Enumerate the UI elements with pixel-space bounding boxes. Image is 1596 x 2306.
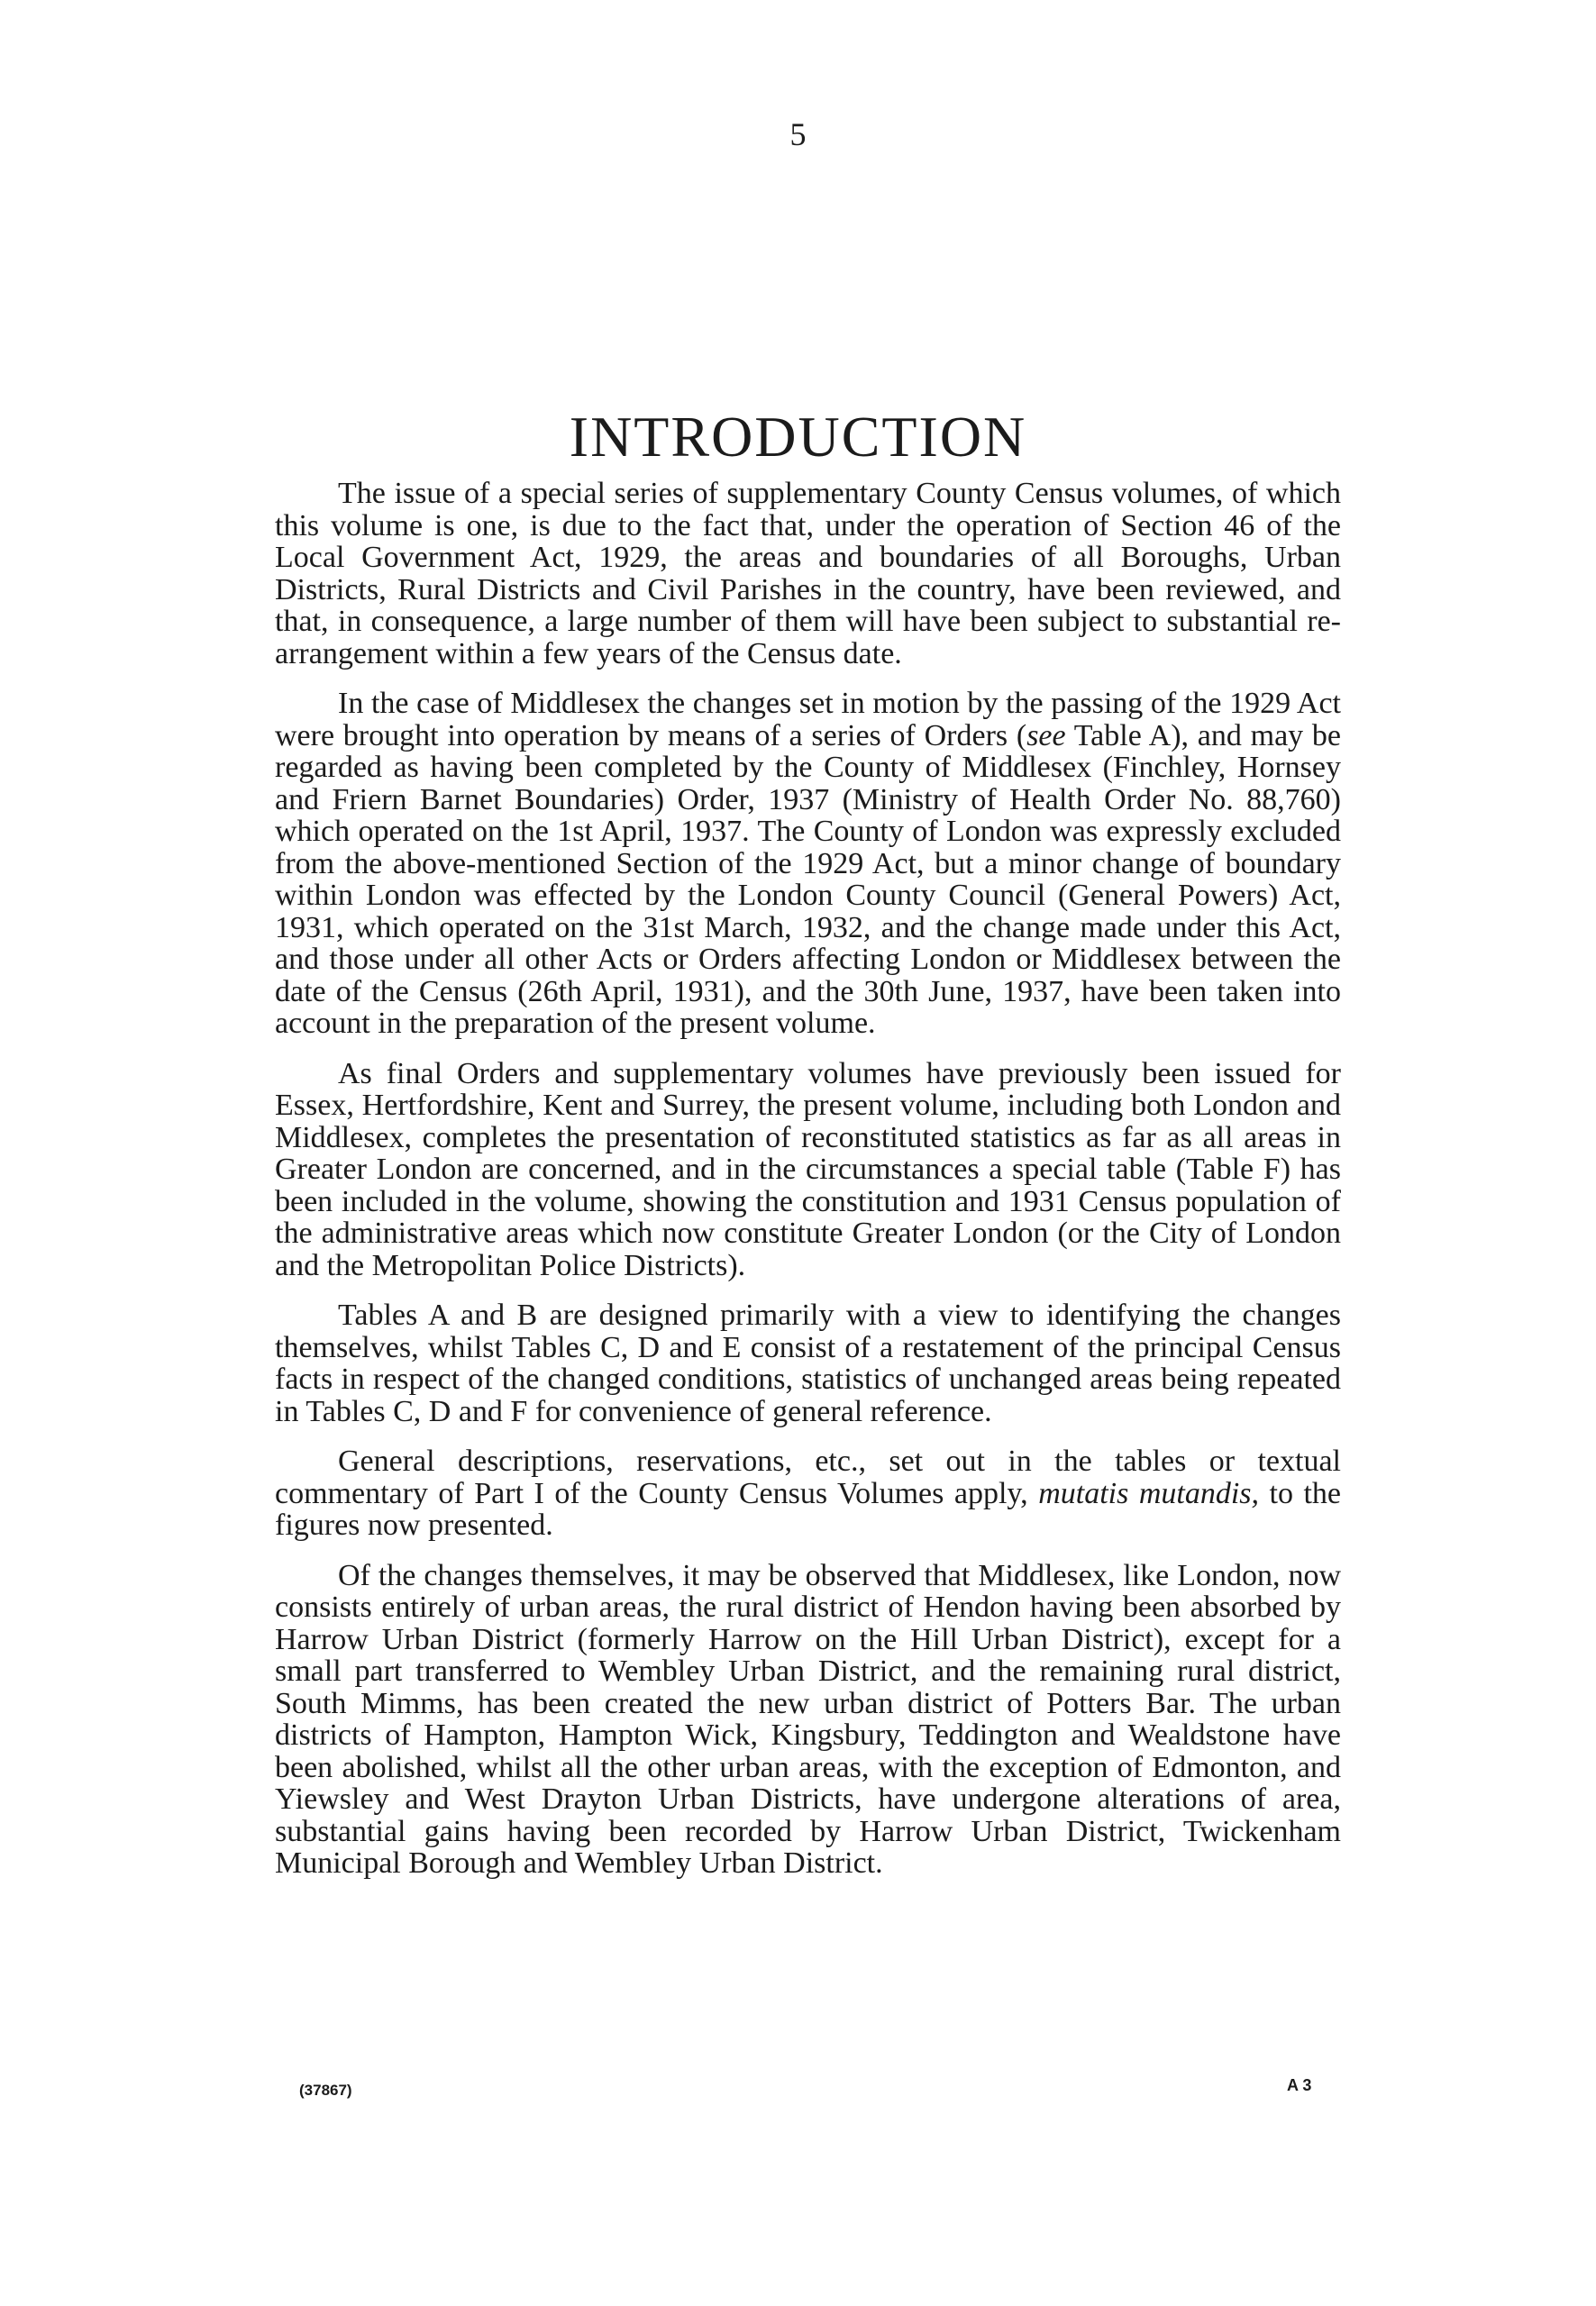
- paragraph-4: Tables A and B are designed primarily with a view to identifying the changes themselves, whilst Tables C, D and E consist of a restatement of the principal Census facts in respect of the changed conditions, statistics of unchanged areas being repeated in Tables C, D and F for convenience of general reference.: [275, 1299, 1341, 1428]
- paragraph-5-text-a: General descriptions, reservations, etc., set out in the tables or textual commentary of Part I of the County Census Volumes apply,: [275, 1445, 1341, 1510]
- paragraph-2: [275, 688, 1341, 1040]
- paragraph-5: [275, 1445, 1341, 1542]
- print-code: (37867): [299, 2082, 352, 2099]
- paragraph-5-italic: mutatis mutandis,: [1038, 1476, 1259, 1510]
- paragraph-1: The issue of a special series of supplementary County Census volumes, of which this volume is one, is due to the fact that, under the operation of Section 46 of the Local Government Act, 1929, the areas and boundaries of all Boroughs, Urban Districts, Rural Districts and Civil Parishes in the country, have been reviewed, and that, in consequence, a large number of them will have been subject to substantial re-arrangement within a few years of the Census date.: [275, 477, 1341, 670]
- paragraph-2-text-b: Table A), and may be regarded as having been completed by the County of Middlesex (Finchley, Hornsey and Friern Barnet Boundaries) Order, 1937 (Ministry of Health Order No. 88,760) which operated on the 1st April, 1937. The County of London was expressly excluded from the above-mentioned Section of the 1929 Act, but a minor change of boundary within London was effected by the London County Council (General Powers) Act, 1931, which operated on the 31st March, 1932, and the change made under this Act, and those under all other Acts or Orders affecting London or Middlesex between the date of the Census (26th April, 1931), and the 30th June, 1937, have been taken into account in the preparation of the present volume.: [275, 718, 1341, 1040]
- paragraph-2-see: see: [1026, 718, 1066, 752]
- page-number: 5: [789, 116, 807, 152]
- paragraph-5-text-b: to the figures now presented.: [275, 1476, 1341, 1542]
- paragraph-2-text-a: In the case of Middlesex the changes set in motion by the passing of the 1929 Act were brought into operation by means of a series of Orders (: [275, 687, 1341, 752]
- paragraph-6: Of the changes themselves, it may be observed that Middlesex, like London, now consists entirely of urban areas, the rural district of Hendon having been absorbed by Harrow Urban District (formerly Harrow on the Hill Urban District), except for a small part transferred to Wembley Urban District, and the remaining rural district, South Mimms, has been created the new urban district of Potters Bar. The urban districts of Hampton, Hampton Wick, Kingsbury, Teddington and Wealdstone have been abolished, whilst all the other urban areas, with the exception of Edmonton, and Yiewsley and West Drayton Urban Districts, have undergone alterations of area, substantial gains having been recorded by Harrow Urban District, Twickenham Municipal Borough and Wembley Urban District.: [275, 1558, 1341, 1880]
- signature-mark: A 3: [1287, 2076, 1312, 2094]
- introduction-body: [275, 478, 1341, 1898]
- paragraph-3: As final Orders and supplementary volumes have previously been issued for Essex, Hertfordshire, Kent and Surrey, the present volume, including both London and Middlesex, completes the presentation of reconstituted statistics as far as all areas in Greater London are concerned, and in the circumstances a special table (Table F) has been included in the volume, showing the constitution and 1931 Census population of the administrative areas which now constitute Greater London (or the City of London and the Metropolitan Police Districts).: [275, 1056, 1341, 1282]
- page-title: INTRODUCTION: [569, 405, 1027, 469]
